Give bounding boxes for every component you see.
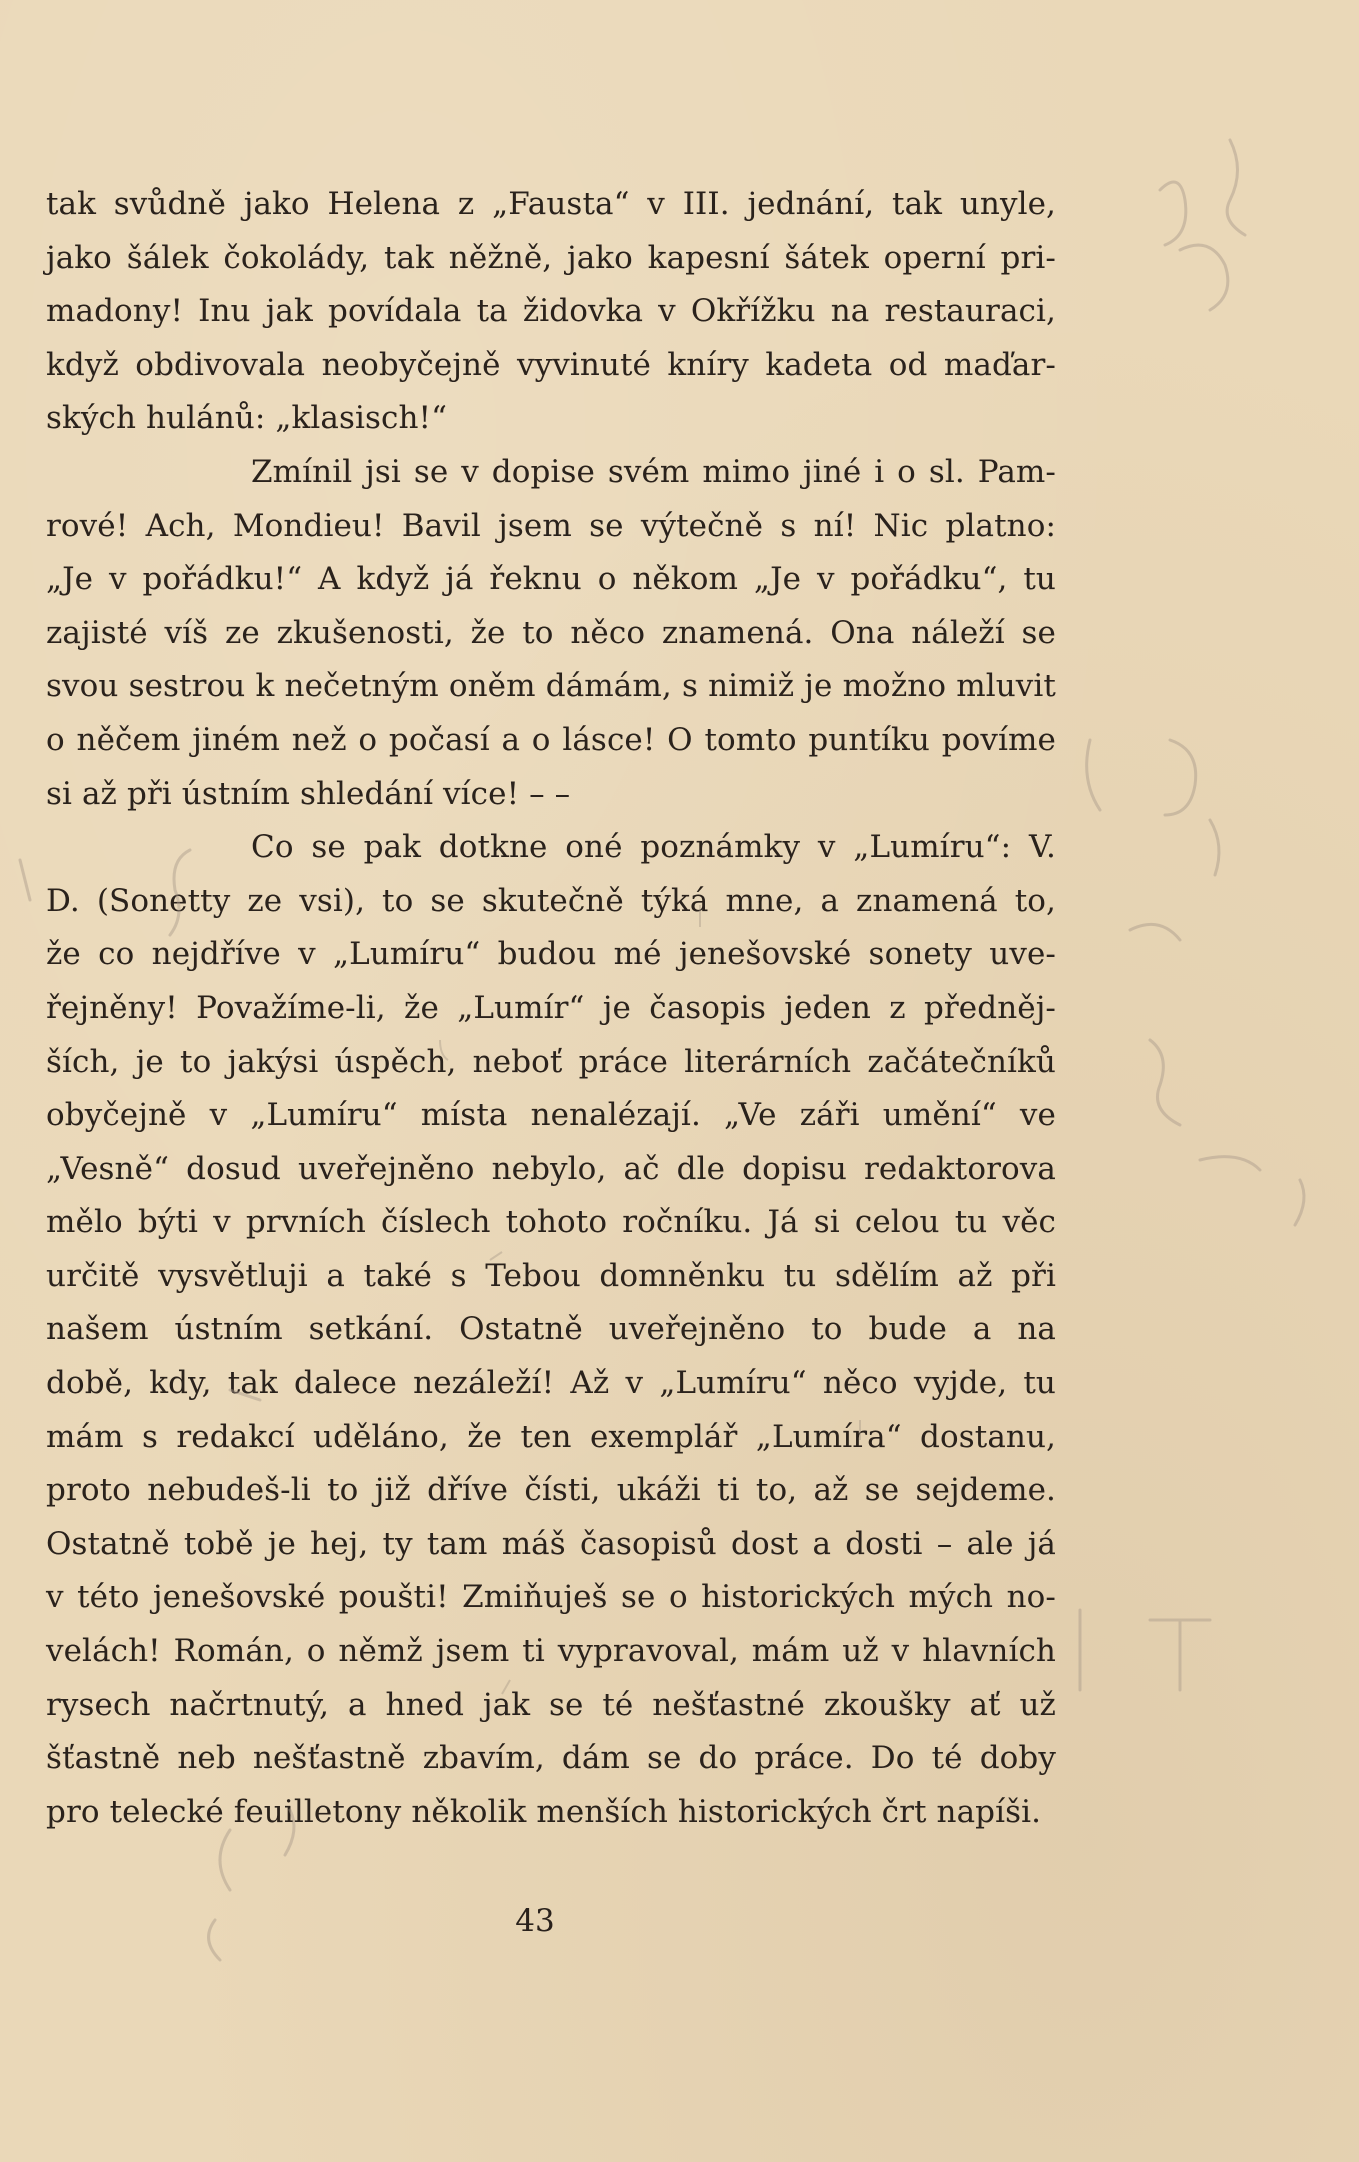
pencil-mark: [1150, 1040, 1180, 1125]
text-line: Zmínil jsi se v dopise svém mimo jiné i o sl. Pam-: [251, 453, 1056, 490]
pencil-mark: [1130, 924, 1180, 940]
text-line: ších, je to jakýsi úspěch, neboť práce literárních začátečníků: [46, 1043, 1056, 1080]
text-line: obyčejně v „Lumíru“ místa nenalézají. „Ve záři umění“ ve: [46, 1097, 1056, 1134]
text-line: době, kdy, tak dalece nezáleží! Až v „Lumíru“ něco vyjde, tu: [46, 1365, 1056, 1402]
pencil-mark: [1087, 740, 1100, 810]
text-line: o něčem jiném než o počasí a o lásce! O tomto puntíku povíme: [46, 721, 1056, 758]
text-line: šťastně neb nešťastně zbavím, dám se do práce. Do té doby: [46, 1740, 1056, 1777]
text-line: Ostatně tobě je hej, ty tam máš časopisů dost a dosti – ale já: [46, 1525, 1056, 1562]
text-line: Co se pak dotkne oné poznámky v „Lumíru“: V.: [251, 829, 1056, 866]
text-line: mělo býti v prvních číslech tohoto ročníku. Já si celou tu věc: [46, 1204, 1056, 1241]
text-line: velách! Román, o němž jsem ti vypravoval, mám už v hlavních: [46, 1633, 1056, 1670]
text-line: mám s redakcí uděláno, že ten exemplář „Lumíra“ dostanu,: [46, 1418, 1056, 1455]
pencil-mark: [1200, 1157, 1260, 1170]
text-line: že co nejdříve v „Lumíru“ budou mé jenešovské sonety uve-: [46, 936, 1056, 973]
text-line: „Vesně“ dosud uveřejněno nebylo, ač dle dopisu redaktorova: [46, 1150, 1056, 1187]
pencil-mark: [20, 860, 30, 900]
text-line: našem ústním setkání. Ostatně uveřejněno to bude a na: [46, 1311, 1056, 1348]
text-line: rysech načrtnutý, a hned jak se té nešťastné zkoušky ať už: [46, 1686, 1056, 1723]
text-line: „Je v pořádku!“ A když já řeknu o někom „Je v pořádku“, tu: [46, 561, 1056, 598]
pencil-mark: [1180, 245, 1228, 310]
body-text: [46, 178, 1056, 1839]
pencil-mark: [1165, 740, 1196, 815]
text-line: když obdivovala neobyčejně vyvinuté kníry kadeta od maďar-: [46, 346, 1056, 383]
text-line: v této jenešovské poušti! Zmiňuješ se o historických mých no-: [46, 1579, 1056, 1616]
text-line: si až při ústním shledání více! – –: [46, 775, 571, 812]
pencil-mark: [1295, 1180, 1304, 1225]
pencil-mark: [1150, 1620, 1210, 1690]
pencil-mark: [1210, 820, 1219, 875]
text-line: madony! Inu jak povídala ta židovka v Okřížku na restauraci,: [46, 293, 1056, 330]
text-line: pro telecké feuilletony několik menších historických črt napíši.: [46, 1793, 1042, 1830]
text-line: jako šálek čokolády, tak něžně, jako kapesní šátek operní pri-: [46, 239, 1056, 276]
text-line: řejněny! Považíme-li, že „Lumír“ je časopis jeden z předněj-: [46, 989, 1056, 1026]
text-line: určitě vysvětluji a také s Tebou domněnku tu sdělím až při: [46, 1257, 1056, 1294]
text-line: D. (Sonetty ze vsi), to se skutečně týká mne, a znamená to,: [46, 882, 1056, 919]
text-line: tak svůdně jako Helena z „Fausta“ v III. jednání, tak unyle,: [46, 186, 1056, 222]
text-line: zajisté víš ze zkušenosti, že to něco znamená. Ona náleží se: [46, 614, 1056, 651]
text-line: proto nebudeš-li to již dříve čísti, ukáži ti to, až se sejdeme.: [46, 1472, 1056, 1509]
page-number: 43: [515, 1903, 555, 1939]
text-line: svou sestrou k nečetným oněm dámám, s nimiž je možno mluvit: [46, 668, 1056, 705]
text-line: ských hulánů: „klasisch!“: [46, 400, 448, 437]
text-line: rové! Ach, Mondieu! Bavil jsem se výtečně s ní! Nic platno:: [46, 507, 1056, 544]
pencil-mark: [1227, 140, 1245, 235]
pencil-mark: [1160, 182, 1186, 245]
